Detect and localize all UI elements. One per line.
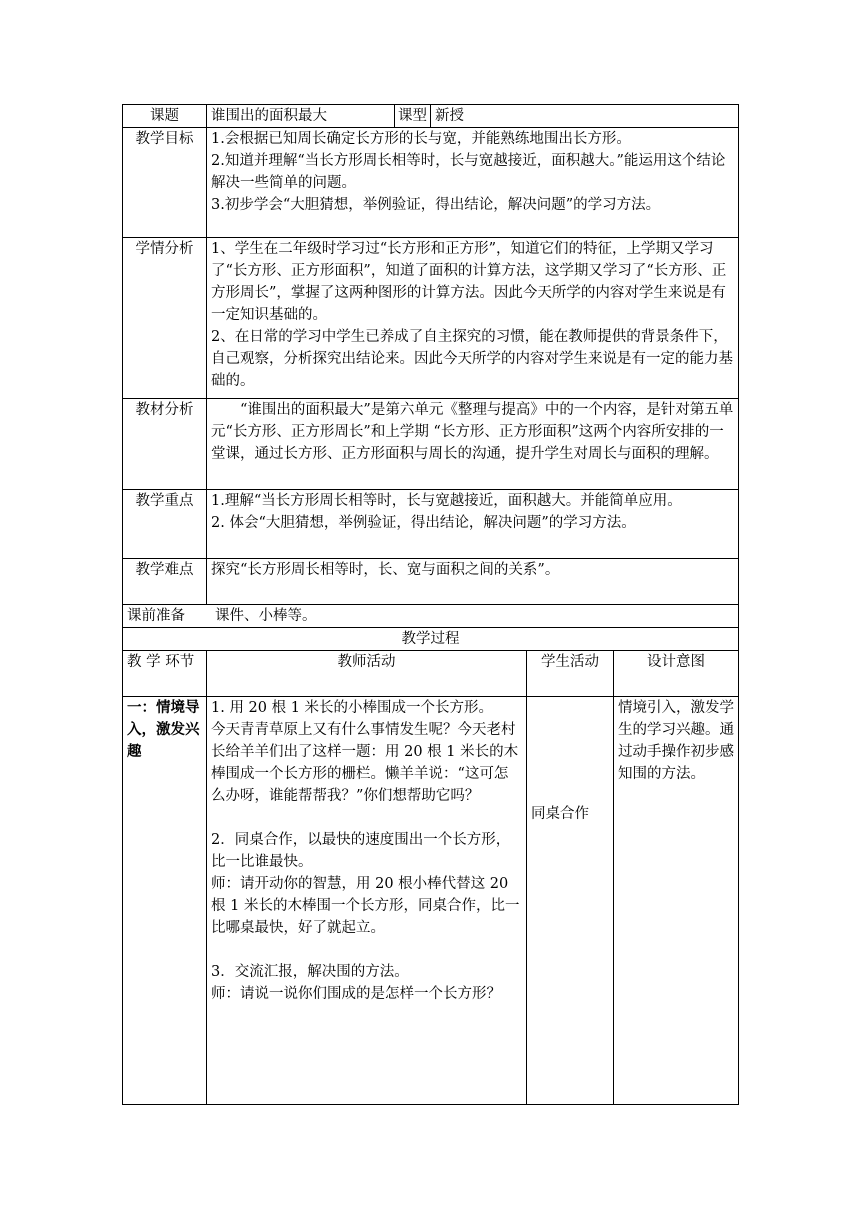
student-activity-text: 同桌合作 [531,806,589,822]
spacer [211,807,522,829]
teacher-step: 今天青青草原上又有什么事情发生呢？今天老村长给羊羊们出了这样一题：用 20 根 1 米长的木棒围成一个长方形的栅栏。懒羊羊说：“这可怎么办呀，谁能帮帮我？”你们想帮助它吗？ [211,722,519,804]
difficulty-label: 教学难点 [123,559,207,605]
goals-row [123,128,739,238]
process-row-1 [123,697,739,1105]
topic-value: 谁围出的面积最大 [207,105,395,128]
teacher-step: 1. 用 20 根 1 米长的小棒围成一个长方形。 [211,700,494,716]
col-stage-header: 教 学 环节 [123,651,207,697]
analysis-content [207,238,739,399]
analysis-item: 2、在日常的学习中学生已养成了自主探究的习惯，能在教师提供的背景条件下，自己观察，分析探究出结论来。因此今天所学的内容对学生来说是有一定的能力基础的。 [211,329,733,389]
material-row [123,399,739,490]
material-label: 教材分析 [123,399,207,490]
teacher-activity [207,697,527,1105]
difficulty-row [123,559,739,605]
col-student-header: 学生活动 [527,651,614,697]
type-label: 课型 [395,105,431,128]
goal-item: 2.知道并理解“当长方形周长相等时，长与宽越接近，面积越大。”能运用这个结论解决一些简单的问题。 [211,153,726,191]
design-intent: 情境引入，激发学生的学习兴趣。通过动手操作初步感知围的方法。 [614,697,739,1105]
focus-content [207,490,739,559]
teacher-step: 2．同桌合作，以最快的速度围出一个长方形，比一比谁最快。 [211,832,511,870]
prep-cell [123,605,739,628]
prep-label: 课前准备 [127,608,185,624]
teacher-step: 师：请开动你的智慧，用 20 根小棒代替这 20 根 1 米长的木棒围一个长方形，同桌合作，比一比哪桌最快，好了就起立。 [211,876,520,936]
lesson-plan-table [122,104,739,1105]
type-value: 新授 [431,105,739,128]
goals-content [207,128,739,238]
student-activity [527,697,614,1105]
topic-row [123,105,739,128]
material-content: “谁围出的面积最大”是第六单元《整理与提高》中的一个内容，是针对第五单元“长方形、正方形周长”和上学期 “长方形、正方形面积”这两个内容所安排的一堂课，通过长方形、正方形面积与周长的沟通，提升学生对周长与面积的理解。 [207,399,739,490]
analysis-row [123,238,739,399]
teacher-step: 师：请说一说你们围成的是怎样一个长方形？ [211,986,501,1002]
teacher-step: 3．交流汇报，解决围的方法。 [211,964,409,980]
focus-label: 教学重点 [123,490,207,559]
lesson-plan [122,104,738,1105]
focus-item: 1.理解“当长方形周长相等时，长与宽越接近，面积越大。并能简单应用。 [211,493,682,509]
stage-cell: 一：情境导入，激发兴趣 [123,697,207,1105]
analysis-label: 学情分析 [123,238,207,399]
analysis-item: 1、学生在二年级时学习过“长方形和正方形”，知道它们的特征，上学期又学习了“长方形、正方形面积”，知道了面积的计算方法，这学期又学习了“长方形、正方形周长”，掌握了这两种图形的计算方法。因此今天所学的内容对学生来说是有一定知识基础的。 [211,241,727,323]
goal-item: 1.会根据已知周长确定长方形的长与宽，并能熟练地围出长方形。 [211,131,631,147]
goals-label: 教学目标 [123,128,207,238]
difficulty-content: 探究“长方形周长相等时，长、宽与面积之间的关系”。 [207,559,739,605]
spacer [211,939,522,961]
topic-label: 课题 [123,105,207,128]
prep-row [123,605,739,628]
process-header-row [123,651,739,697]
goal-item: 3.初步学会“大胆猜想，举例验证，得出结论，解决问题”的学习方法。 [211,197,661,213]
col-teacher-header: 教师活动 [207,651,527,697]
process-title-row [123,628,739,651]
process-title: 教学过程 [123,628,739,651]
prep-content: 课件、小棒等。 [215,608,317,624]
focus-item: 2. 体会“大胆猜想，举例验证，得出结论，解决问题”的学习方法。 [211,515,636,531]
col-intent-header: 设计意图 [614,651,739,697]
focus-row [123,490,739,559]
